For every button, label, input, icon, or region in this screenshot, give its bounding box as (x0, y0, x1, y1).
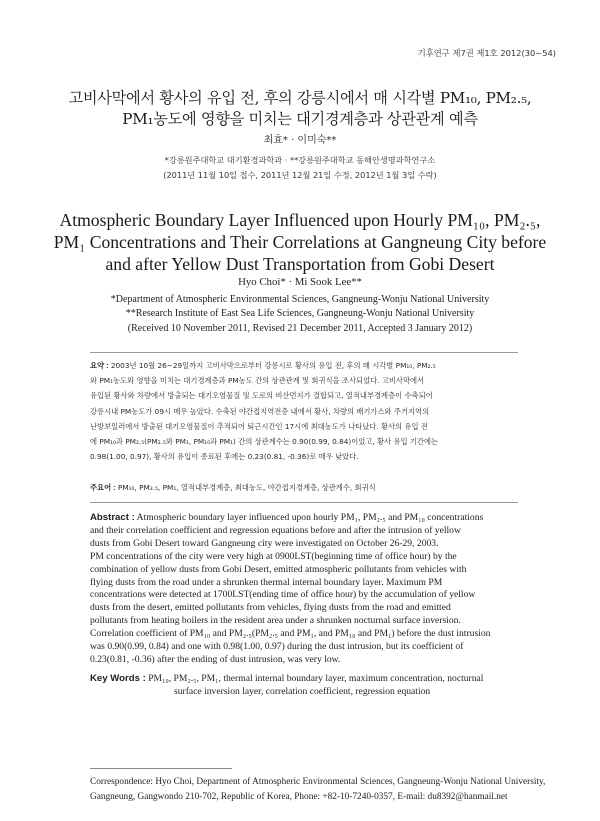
keywords-korean-text: PM₁₀, PM₂.₅, PM₁, 열적내부경계층, 최대농도, 야간접지경계층, 상관계수, 회귀식 (117, 483, 376, 492)
abstract-korean-line: 에 PM₁₀과 PM₂.₅(PM₂.₅와 PM₁, PM₁₀과 PM₁) 간의 상관계수는 0.90(0.99, 0.84)이었고, 황사 유입 기간에는 (90, 437, 439, 447)
abstract-english-line: dusts from the desert, emitted pollutants from vehicles, flying dusts from the road and emitted (90, 602, 451, 614)
title-english-line: Atmospheric Boundary Layer Influenced upon Hourly PM₁₀, PM₂.₅, (59, 210, 541, 230)
authors-english: Hyo Choi* · Mi Sook Lee** (238, 276, 362, 288)
abstract-korean-line: 유입된 황사와 차량에서 방출되는 대기오염물질 및 도로의 비산먼지가 결합되고, 열적내부경계층이 수축되어 (90, 391, 433, 401)
keywords-english (90, 673, 483, 699)
abstract-korean-line: 요약 : 2003년 10월 26∼29일까지 고비사막으로부터 강릉시로 황사의 유입 전, 후의 매 시각별 PM₁₀, PM₂.₅ (90, 361, 436, 370)
affiliation-korean (0, 153, 600, 183)
abstract-english-line: combination of yellow dusts from Gobi Desert, emitted atmospheric pollutants from vehicles with (90, 563, 467, 575)
keywords-english-text: PM₁₀, PM₂.₅, PM₁, thermal internal boundary layer, maximum concentration, nocturnal (148, 673, 484, 684)
abstract-korean (90, 358, 518, 464)
keywords-korean (90, 483, 376, 493)
received-dates-english: (Received 10 November 2011, Revised 21 December 2011, Accepted 3 January 2012) (127, 322, 473, 334)
affiliation-korean-line: *강릉원주대학교 대기환경과학과 · **강릉원주대학교 동해안생명과학연구소 (164, 155, 436, 165)
footnote-line: Gangneung, Gangwondo 210-702, Republic of Korea, Phone: +82-10-7240-0357, E-mail: du8392@hanmail.net (90, 792, 508, 802)
received-dates-korean: (2011년 11월 10일 접수, 2011년 12월 21일 수정, 2012년 1월 3일 수락) (163, 170, 437, 180)
keywords-korean-label: 주요어 : (90, 483, 116, 492)
divider (90, 352, 518, 353)
abstract-english-line: Correlation coefficient of PM₁₀ and PM₂.₅(PM₂.₅ and PM₁, and PM₁₀ and PM₁) before the dust intrusion (90, 628, 491, 640)
abstract-english-line: pollutants from heating boilers in the resident area under a shrunken nocturnal surface inversion. (90, 615, 461, 627)
running-header: 기후연구 제7권 제1호 2012(30∼54) (417, 48, 556, 58)
keywords-english-text: surface inversion layer, correlation coefficient, regression equation (174, 685, 431, 697)
title-korean (0, 88, 600, 130)
title-korean-line: 고비사막에서 황사의 유입 전, 후의 강릉시에서 매 시각별 PM₁₀, PM₂.₅, (68, 89, 532, 107)
abstract-english-line: flying dusts from the road under a shrunken thermal internal boundary layer. Maximum PM (90, 576, 443, 588)
abstract-english-line: was 0.90(0.99, 0.84) and one with 0.98(1.00, 0.97) during the dust intrusion, but its coefficient of (90, 641, 464, 653)
title-english-line: PM₁ Concentrations and Their Correlations at Gangneung City before (53, 232, 547, 252)
abstract-english (90, 512, 518, 667)
abstract-english-line: and their correlation coefficient and regression equations before and after the intrusion of yellow (90, 524, 461, 536)
authors-korean: 최효* · 이미숙** (263, 135, 337, 146)
abstract-korean-line: 와 PM₁농도와 영향을 미치는 대기경계층과 PM농도 간의 상관관계 및 회귀식을 조사되었다. 고비사막에서 (90, 376, 425, 386)
abstract-korean-label: 요약 : (90, 361, 109, 370)
abstract-english-label: Abstract : (90, 512, 135, 523)
abstract-korean-line: 0.98(1.00, 0.97), 황사의 유입이 종료된 후에는 0.23(0.81, -0.36)로 매우 낮았다. (90, 452, 359, 462)
abstract-english-line: Abstract : Atmospheric boundary layer influenced upon hourly PM₁, PM₂.₅ and PM₁₀ concentrations (90, 512, 484, 523)
abstract-english-line: PM concentrations of the city were very high at 0900LST(beginning time of office hour) by the (90, 550, 457, 562)
footnote-divider (90, 768, 232, 769)
affiliation-english-line: *Department of Atmospheric Environmental Sciences, Gangneung-Wonju National University (110, 294, 490, 305)
abstract-english-line: concentrations were detected at 1700LST(ending time of office hour) by the accumulation of yellow (90, 589, 476, 601)
abstract-english-line: dusts from Gobi Desert toward Gangneung city were investigated on October 26-29, 2003. (90, 537, 439, 549)
keywords-english-label: Key Words : (90, 673, 146, 684)
affiliation-english (0, 293, 600, 336)
correspondence-footnote (90, 775, 546, 805)
title-english (0, 209, 600, 275)
abstract-korean-line: 난방보일러에서 방출된 대기오염물질이 추적되어 퇴근시간인 17시에 최대농도가 나타났다. 황사의 유입 전 (90, 421, 428, 431)
divider (90, 502, 518, 503)
abstract-korean-line: 강릉시내 PM농도가 09시 매우 높았다. 수축된 야간접지역전층 내에서 황사, 차량의 배기가스와 주거지역의 (90, 406, 430, 416)
title-korean-line: PM₁농도에 영향을 미치는 대기경계층과 상관관계 예측 (122, 110, 478, 128)
title-english-line: and after Yellow Dust Transportation from Gobi Desert (105, 254, 495, 274)
abstract-english-line: 0.23(0.81, -0.36) after the ending of dust intrusion, was very low. (90, 653, 341, 665)
footnote-line: Correspondence: Hyo Choi, Department of Atmospheric Environmental Sciences, Gangneung-Wonju National University, (90, 777, 546, 787)
affiliation-english-line: **Research Institute of East Sea Life Sciences, Gangneung-Wonju National University (125, 308, 475, 320)
